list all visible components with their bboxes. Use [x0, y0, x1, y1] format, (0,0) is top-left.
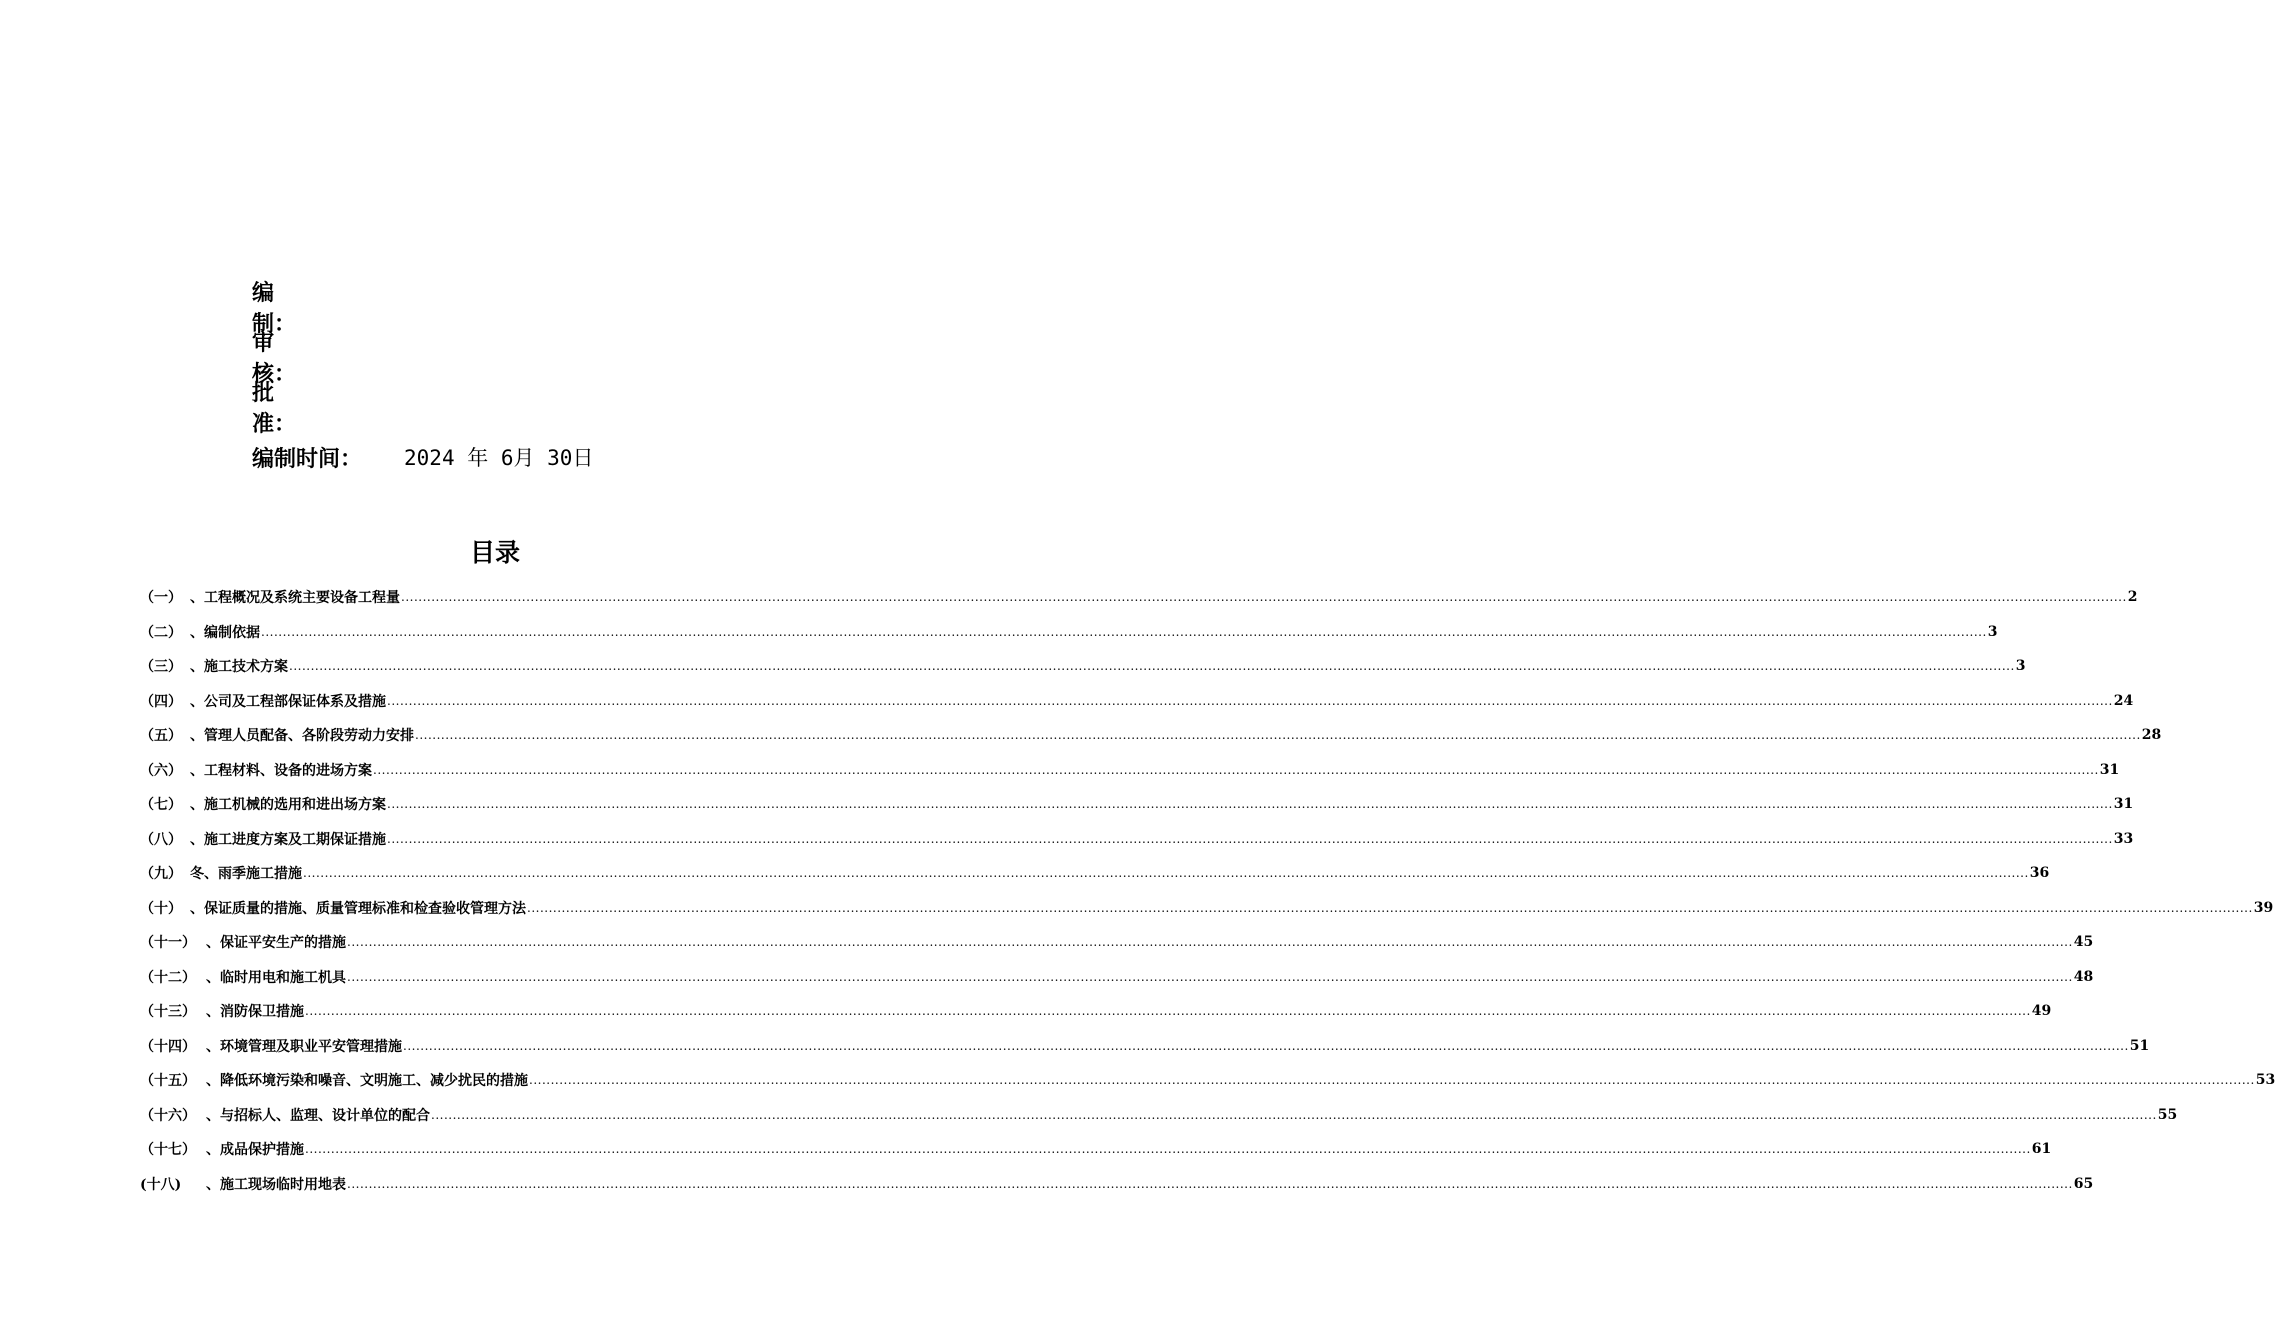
- toc-entry-number: （十六）: [140, 1107, 196, 1124]
- toc-entry[interactable]: [140, 1063, 2275, 1098]
- toc-entry-page: 33: [2113, 830, 2134, 847]
- toc-entry-number: （四）: [140, 693, 182, 710]
- toc-entry[interactable]: [140, 994, 2052, 1029]
- toc-entry-page: 3: [1987, 623, 1998, 640]
- toc-entry[interactable]: [140, 960, 2094, 995]
- toc-entry[interactable]: [140, 856, 2050, 891]
- toc-entry-page: 61: [2031, 1141, 2052, 1158]
- toc-dot-leader: ................................................................................................................................................................................................................................................................................................................................................................................................................: [261, 624, 1987, 639]
- toc-entry-page: 36: [2029, 865, 2050, 882]
- date-label: 编制时间：: [252, 445, 363, 472]
- toc-dot-leader: ................................................................................................................................................................................................................................................................................................................................................................................................................: [347, 969, 2073, 984]
- toc-entry[interactable]: [140, 1098, 2178, 1133]
- toc-dot-leader: ................................................................................................................................................................................................................................................................................................................................................................................................................: [401, 590, 2127, 605]
- toc-entry-page: 39: [2253, 899, 2274, 916]
- toc-entry[interactable]: [140, 718, 2162, 753]
- toc-entry-number: (十八): [140, 1176, 182, 1193]
- toc-entry[interactable]: [140, 753, 2120, 788]
- toc-entry-title: 、施工现场临时用地表: [206, 1176, 346, 1193]
- toc-entry-number: （十二）: [140, 969, 196, 986]
- toc-entry[interactable]: [140, 649, 2026, 684]
- toc-title: 目录: [469, 538, 520, 567]
- toc-dot-leader: ................................................................................................................................................................................................................................................................................................................................................................................................................: [527, 900, 2253, 915]
- toc-entry-number: （十五）: [140, 1073, 196, 1090]
- toc-dot-leader: ................................................................................................................................................................................................................................................................................................................................................................................................................: [305, 1004, 2031, 1019]
- toc-entry-number: （二）: [140, 624, 182, 641]
- toc-entry-page: 24: [2113, 692, 2134, 709]
- toc-entry[interactable]: [140, 925, 2094, 960]
- toc-entry-title: 、与招标人、监理、设计单位的配合: [206, 1107, 430, 1124]
- toc-entry-page: 2: [2127, 589, 2138, 606]
- toc-entry[interactable]: [140, 580, 2138, 615]
- toc-entry-title: 、环境管理及职业平安管理措施: [206, 1038, 402, 1055]
- toc-entry-number: （三）: [140, 659, 182, 676]
- toc-entry-page: 49: [2031, 1003, 2052, 1020]
- toc-entry-title: 冬、雨季施工措施: [190, 866, 302, 883]
- toc-entry-number: （六）: [140, 762, 182, 779]
- toc-entry-number: （一）: [140, 590, 182, 607]
- toc-entry-page: 45: [2073, 934, 2094, 951]
- toc-dot-leader: ................................................................................................................................................................................................................................................................................................................................................................................................................: [347, 935, 2073, 950]
- sign-row-reviewer: [252, 330, 852, 387]
- toc-entry-title: 、施工机械的选用和进出场方案: [190, 797, 386, 814]
- toc-dot-leader: ................................................................................................................................................................................................................................................................................................................................................................................................................: [387, 797, 2113, 812]
- toc-entry-page: 51: [2129, 1037, 2150, 1054]
- toc-dot-leader: ................................................................................................................................................................................................................................................................................................................................................................................................................: [387, 693, 2113, 708]
- sign-row-date: [252, 432, 852, 482]
- toc-entry-page: 31: [2113, 796, 2134, 813]
- toc-entry-title: 、施工进度方案及工期保证措施: [190, 831, 386, 848]
- table-of-contents: [140, 580, 2275, 1201]
- toc-entry-number: （五）: [140, 728, 182, 745]
- toc-entry-title: 、消防保卫措施: [206, 1004, 304, 1021]
- toc-entry-title: 、工程材料、设备的进场方案: [190, 762, 372, 779]
- toc-dot-leader: ................................................................................................................................................................................................................................................................................................................................................................................................................: [415, 728, 2141, 743]
- toc-entry-page: 53: [2255, 1072, 2275, 1089]
- toc-dot-leader: ................................................................................................................................................................................................................................................................................................................................................................................................................: [347, 1176, 2073, 1191]
- toc-entry-number: （十四）: [140, 1038, 196, 1055]
- toc-dot-leader: ................................................................................................................................................................................................................................................................................................................................................................................................................: [387, 831, 2113, 846]
- signature-block: [252, 282, 852, 482]
- toc-entry-title: 、保证质量的措施、质量管理标准和检查验收管理方法: [190, 900, 526, 917]
- toc-entry-title: 、工程概况及系统主要设备工程量: [190, 590, 400, 607]
- toc-entry-number: （十三）: [140, 1004, 196, 1021]
- toc-entry-number: （十一）: [140, 935, 196, 952]
- toc-entry-title: 、保证平安生产的措施: [206, 935, 346, 952]
- toc-entry[interactable]: [140, 615, 1998, 650]
- toc-entry-page: 65: [2073, 1175, 2094, 1192]
- sign-label: 审核：: [252, 330, 297, 387]
- toc-entry-page: 28: [2141, 727, 2162, 744]
- toc-entry-number: （七）: [140, 797, 182, 814]
- toc-dot-leader: ................................................................................................................................................................................................................................................................................................................................................................................................................: [303, 866, 2029, 881]
- toc-entry-number: （十七）: [140, 1142, 196, 1159]
- toc-entry[interactable]: [140, 1167, 2094, 1202]
- sign-row-approver: [252, 380, 852, 437]
- sign-label: 编制：: [252, 280, 297, 337]
- toc-entry-title: 、公司及工程部保证体系及措施: [190, 693, 386, 710]
- toc-dot-leader: ................................................................................................................................................................................................................................................................................................................................................................................................................: [529, 1073, 2255, 1088]
- sign-row-compiler: [252, 280, 852, 337]
- toc-entry-page: 48: [2073, 968, 2094, 985]
- toc-entry-page: 31: [2099, 761, 2120, 778]
- toc-entry-number: （八）: [140, 831, 182, 848]
- toc-entry[interactable]: [140, 684, 2134, 719]
- toc-dot-leader: ................................................................................................................................................................................................................................................................................................................................................................................................................: [373, 762, 2099, 777]
- date-value: 2024 年 6月 30日: [404, 446, 594, 470]
- toc-entry[interactable]: [140, 1029, 2150, 1064]
- toc-entry-page: 3: [2015, 658, 2026, 675]
- toc-dot-leader: ................................................................................................................................................................................................................................................................................................................................................................................................................: [305, 1142, 2031, 1157]
- toc-entry[interactable]: [140, 787, 2134, 822]
- toc-entry[interactable]: [140, 891, 2274, 926]
- toc-dot-leader: ................................................................................................................................................................................................................................................................................................................................................................................................................: [431, 1107, 2157, 1122]
- toc-entry-page: 55: [2157, 1106, 2178, 1123]
- toc-entry[interactable]: [140, 1132, 2052, 1167]
- toc-entry-number: （九）: [140, 866, 182, 883]
- toc-entry-number: （十）: [140, 900, 182, 917]
- toc-entry-title: 、管理人员配备、各阶段劳动力安排: [190, 728, 414, 745]
- toc-entry-title: 、降低环境污染和噪音、文明施工、减少扰民的措施: [206, 1073, 528, 1090]
- toc-entry[interactable]: [140, 822, 2134, 857]
- toc-entry-title: 、编制依据: [190, 624, 260, 641]
- toc-dot-leader: ................................................................................................................................................................................................................................................................................................................................................................................................................: [289, 659, 2015, 674]
- toc-dot-leader: ................................................................................................................................................................................................................................................................................................................................................................................................................: [403, 1038, 2129, 1053]
- toc-entry-title: 、临时用电和施工机具: [206, 969, 346, 986]
- sign-label: 批准：: [252, 380, 297, 437]
- toc-entry-title: 、施工技术方案: [190, 659, 288, 676]
- toc-entry-title: 、成品保护措施: [206, 1142, 304, 1159]
